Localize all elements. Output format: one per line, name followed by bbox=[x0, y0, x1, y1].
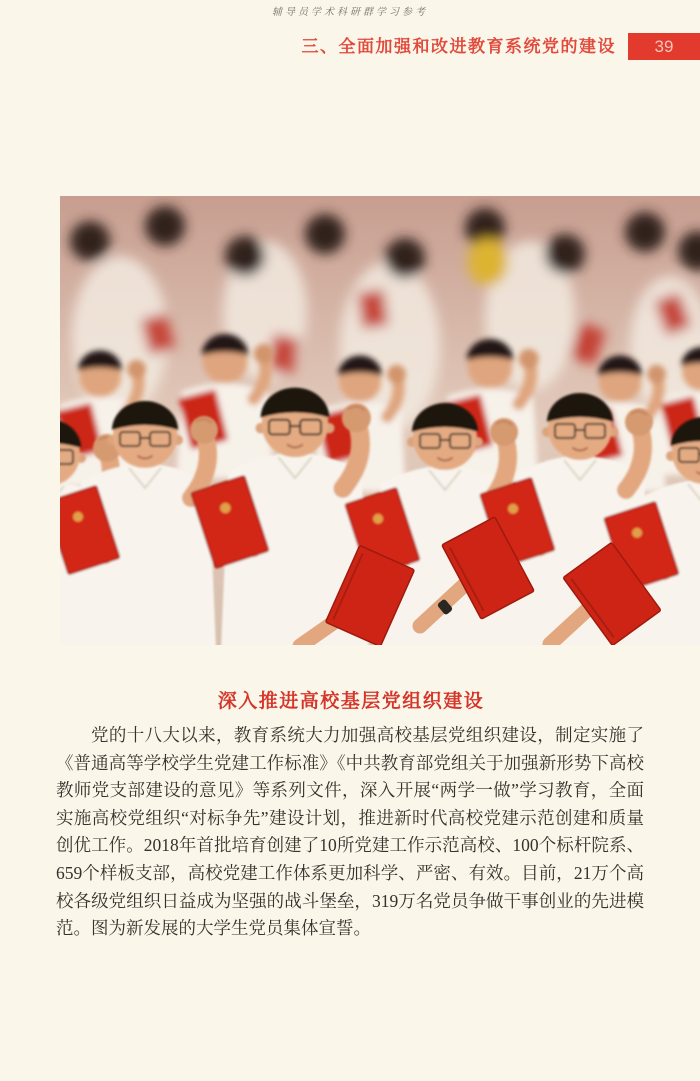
chapter-header: 三、全面加强和改进教育系统党的建设 bbox=[301, 37, 616, 56]
chapter-header-row bbox=[302, 33, 700, 60]
page-number-badge: 39 bbox=[628, 33, 700, 60]
running-head: 辅导员学术科研群学习参考 bbox=[272, 7, 428, 18]
section-title: 深入推进高校基层党组织建设 bbox=[217, 691, 485, 712]
photo-oath-ceremony bbox=[60, 196, 700, 645]
section-body: 党的十八大以来，教育系统大力加强高校基层党组织建设，制定实施了《普通高等学校学生党建工作标准》《中共教育部党组关于加强新形势下高校教师党支部建设的意见》等系列文件，深入开展“两学一做”学习教育，全面实施高校党组织“对标争先”建设计划，推进新时代高校党建示范创建和质量创优工作。2018年首批培育创建了10所党建工作示范高校、100个标杆院系、659个样板支部，高校党建工作体系更加科学、严密、有效。目前，21万个高校各级党组织日益成为坚强的战斗堡垒，319万名党员争做干事创业的先进模范。图为新发展的大学生党员集体宣誓。 bbox=[56, 725, 644, 939]
